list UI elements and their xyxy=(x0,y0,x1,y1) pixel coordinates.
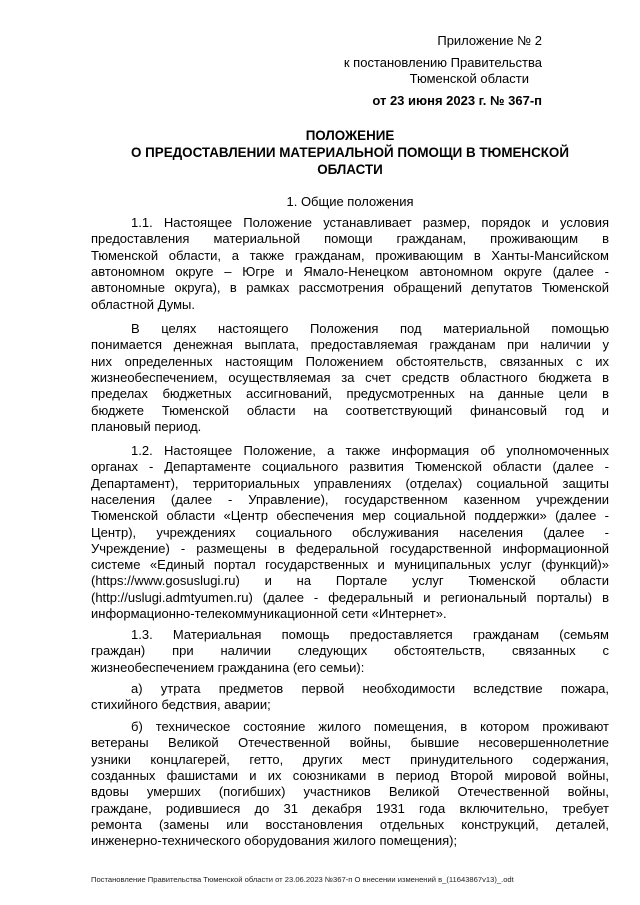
region-name: Тюменской области xyxy=(409,71,529,86)
paragraph-line: пределах бюджетных ассигнований, предусмотренных на данные цели в xyxy=(91,386,609,402)
document-title-line2: О ПРЕДОСТАВЛЕНИИ МАТЕРИАЛЬНОЙ ПОМОЩИ В ТЮМЕНСКОЙ xyxy=(131,145,569,160)
paragraph-line: автономном округе – Югре и Ямало-Ненецком автономном округе (далее - xyxy=(91,263,609,279)
paragraph-line: граждане, родившиеся до 31 декабря 1931 года включительно, требует xyxy=(91,800,609,816)
paragraph-line: 1.2. Настоящее Положение, а также информация об уполномоченных xyxy=(131,443,609,458)
footer-filename: Постановление Правительства Тюменской области от 23.06.2023 №367-п О внесении изменений в_(11643867v13)_.odt xyxy=(91,875,514,884)
paragraph-line: плановый период. xyxy=(91,418,202,434)
paragraph-line: стихийного бедствия, аварии; xyxy=(91,697,271,713)
paragraph-line: Тюменской области «Центр обеспечения мер социальной поддержки» (далее - xyxy=(91,508,609,524)
paragraph-line: них определенных настоящим Положением обстоятельств, связанных с их xyxy=(91,353,609,369)
paragraph-line: (https://www.gosuslugi.ru) и на Портале услуг Тюменской области xyxy=(91,573,609,589)
paragraph-line: автономные округа), в рамках рассмотрения обращений депутатов Тюменской xyxy=(91,280,609,296)
paragraph-line: понимается денежная выплата, предоставляемая гражданам при наличии у xyxy=(91,337,609,353)
paragraph-line: 1.3. Материальная помощь предоставляется гражданам (семьям xyxy=(131,627,609,642)
paragraph-line: жизнеобеспечением гражданина (его семьи): xyxy=(91,659,365,675)
paragraph-line: ветераны Великой Отечественной войны, бывшие несовершеннолетние xyxy=(91,735,609,751)
paragraph-line: предоставления материальной помощи гражданам, проживающим в xyxy=(91,231,609,247)
section-heading: 1. Общие положения xyxy=(286,194,414,209)
paragraph-line: населения (далее - Управление), государственном казенном учреждении xyxy=(91,491,609,507)
paragraph-line: системе «Единый портал государственных и муниципальных услуг (функций)» xyxy=(91,557,609,573)
resolution-reference: к постановлению Правительства xyxy=(343,55,542,70)
paragraph-line: б) техническое состояние жилого помещения, в котором проживают xyxy=(131,719,609,734)
resolution-date-number: от 23 июня 2023 г. № 367-п xyxy=(372,93,542,108)
paragraph-line: областной Думы. xyxy=(91,296,195,312)
appendix-label: Приложение № 2 xyxy=(437,33,542,48)
paragraph-line: органах - Департаменте социального развития Тюменской области (далее - xyxy=(91,459,609,475)
paragraph-line: (http://uslugi.admtyumen.ru) (далее - федеральный и региональный порталы) в xyxy=(91,589,609,605)
paragraph-line: созданных фашистами и их союзниками в период Второй мировой войны, xyxy=(91,767,609,783)
document-title-line3: ОБЛАСТИ xyxy=(317,162,383,177)
paragraph-line: В целях настоящего Положения под материальной помощью xyxy=(131,321,609,336)
paragraph-line: Центр), учреждениях социального обслуживания населения (далее - xyxy=(91,524,609,540)
paragraph-line: 1.1. Настоящее Положение устанавливает размер, порядок и условия xyxy=(131,215,609,230)
paragraph-line: граждан) при наличии следующих обстоятельств, связанных с xyxy=(91,643,609,659)
paragraph-line: информационно-телекоммуникационной сети «Интернет». xyxy=(91,606,447,621)
paragraph-line: Учреждение) - размещены в федеральной государственной информационной xyxy=(91,540,609,556)
paragraph-line: а) утрата предметов первой необходимости вследствие пожара, xyxy=(131,681,609,696)
paragraph-line: Тюменской области, а также гражданам, проживающим в Ханты-Мансийском xyxy=(91,247,609,263)
paragraph-line: узники концлагерей, гетто, других мест принудительного содержания, xyxy=(91,751,609,767)
document-title: ПОЛОЖЕНИЕ xyxy=(305,128,395,143)
paragraph-line: Департамент), территориальных управлениях (отделах) социальной защиты xyxy=(91,475,609,491)
paragraph-line: инженерно-технического оборудования жилого помещения); xyxy=(91,833,458,849)
paragraph-line: вдовы умерших (погибших) участников Великой Отечественной войны, xyxy=(91,784,609,800)
paragraph-line: жизнеобеспечением, осуществляемая за счет средств областного бюджета в xyxy=(91,369,609,385)
paragraph-line: ремонта (замены или восстановления отдельных конструкций, деталей, xyxy=(91,816,609,832)
paragraph-line: бюджете Тюменской области на соответствующий финансовый год и xyxy=(91,402,609,418)
